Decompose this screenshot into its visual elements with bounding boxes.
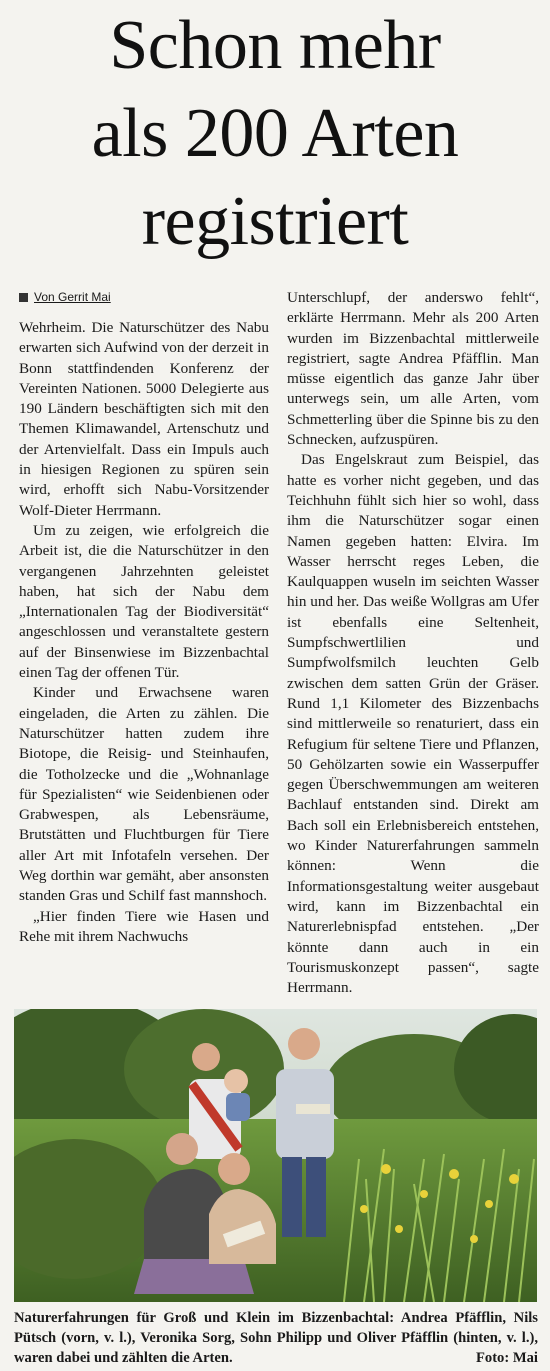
paragraph: Kinder und Erwachsene waren eingeladen, die Arten zu zählen. Die Naturschützer hatten zudem ihre Biotope, die Reisig- und Steinhaufen, die Totholzecke und die „Wohnanlage für Spezialisten“ wie Seidenbienen oder Grabwespen, als Lebensräume, Brutstätten und Fluchtburgen für Tiere aller Art mit Infotafeln versehen. Der Weg dorthin war gemäht, aber ansonsten standen Gras und Schilf fast mannshoch. bbox=[19, 684, 269, 905]
paragraph: Unterschlupf, der anderswo fehlt“, erklärte Herrmann. Mehr als 200 Arten wurden im Bizzenbachtal mittlerweile registriert, sagte Andrea Pfäfflin. Man müsse eigentlich das ganze Jahr über unterwegs sein, um alle Arten, vom Schmetterling über die Spinne bis zu den Schnecken, aufzuspüren. bbox=[287, 289, 539, 449]
headline-line-2: als 200 Arten bbox=[91, 95, 459, 172]
article-photo bbox=[14, 1009, 537, 1302]
photo-caption bbox=[14, 1308, 538, 1368]
paragraph: „Hier finden Tiere wie Hasen und Rehe mit ihrem Nachwuchs bbox=[19, 907, 269, 945]
article-left-column bbox=[19, 318, 269, 947]
paragraph: Das Engelskraut zum Beispiel, das hatte es vorher nicht gegeben, und das Teichhuhn fühlt sich hier so wohl, dass ihm die Naturschützer sogar einen Namen gegeben hatten: Elvira. Im Wasser herrscht reges Leben, die Kaulquappen wuseln im seichten Wasser hin und her. Das weiße Wollgras am Ufer ist ebenfalls eine Seltenheit, Sumpfschwertlilien und Sumpfwolfsmilch leuchten Gelb zwischen dem satten Grün der Gräser. Rund 1,1 Kilometer des Bizzenbachs sind mittlerweile so renaturiert, dass ein Refugium für seltene Tiere und Pflanzen, 50 Gehölzarten sowie ein Wasserpuffer gegen Überschwemmungen am weiteren Bachlauf entstanden sind. Direkt am Bach soll ein Erlebnisbereich entstehen, wo Kinder Naturerfahrungen sammeln können: Wenn die Informationsgestaltung weiter ausgebaut wird, kann im Bizzenbachtal ein Naturerlebnispfad entstehen. „Der könnte dann auch in ein Tourismuskonzept passen“, sagte Herrmann. bbox=[287, 451, 539, 997]
byline-square-icon bbox=[19, 293, 28, 302]
photo-illustration bbox=[14, 1009, 537, 1302]
headline-line-3: registriert bbox=[141, 183, 409, 260]
caption-text: Naturerfahrungen für Groß und Klein im Bizzenbachtal: Andrea Pfäfflin, Nils Pütsch (vorn, v. l.), Veronika Sorg, Sohn Philipp und Oliver Pfäfflin (hinten, v. l.), waren dabei und zählten die Arten. bbox=[14, 1310, 538, 1366]
byline-author: Von Gerrit Mai bbox=[34, 290, 111, 304]
headline bbox=[0, 2, 550, 266]
photo-credit: Foto: Mai bbox=[475, 1350, 538, 1366]
paragraph: Wehrheim. Die Naturschützer des Nabu erwarten sich Aufwind von der derzeit in Bonn stattfindenden Konferenz der Vereinten Nationen. 5000 Delegierte aus 190 Ländern beschäftigten sich mit den Themen Klimawandel, Artenschutz und der Artenvielfalt. Dass ein Impuls auch in hiesigen Regionen zu spüren sein wird, erhofft sich Nabu-Vorsitzender Wolf-Dieter Herrmann. bbox=[19, 319, 269, 519]
headline-line-1: Schon mehr bbox=[109, 7, 441, 84]
article-right-column bbox=[287, 288, 539, 998]
paragraph: Um zu zeigen, wie erfolgreich die Arbeit ist, die die Naturschützer in den vergangenen Jahrzehnten geleistet haben, hat sich der Nabu dem „Internationalen Tag der Biodiversität“ angeschlossen und veranstaltete gestern auf der Binsenwiese im Bizzenbachtal einen Tag der offenen Tür. bbox=[19, 521, 269, 682]
byline bbox=[19, 290, 111, 304]
